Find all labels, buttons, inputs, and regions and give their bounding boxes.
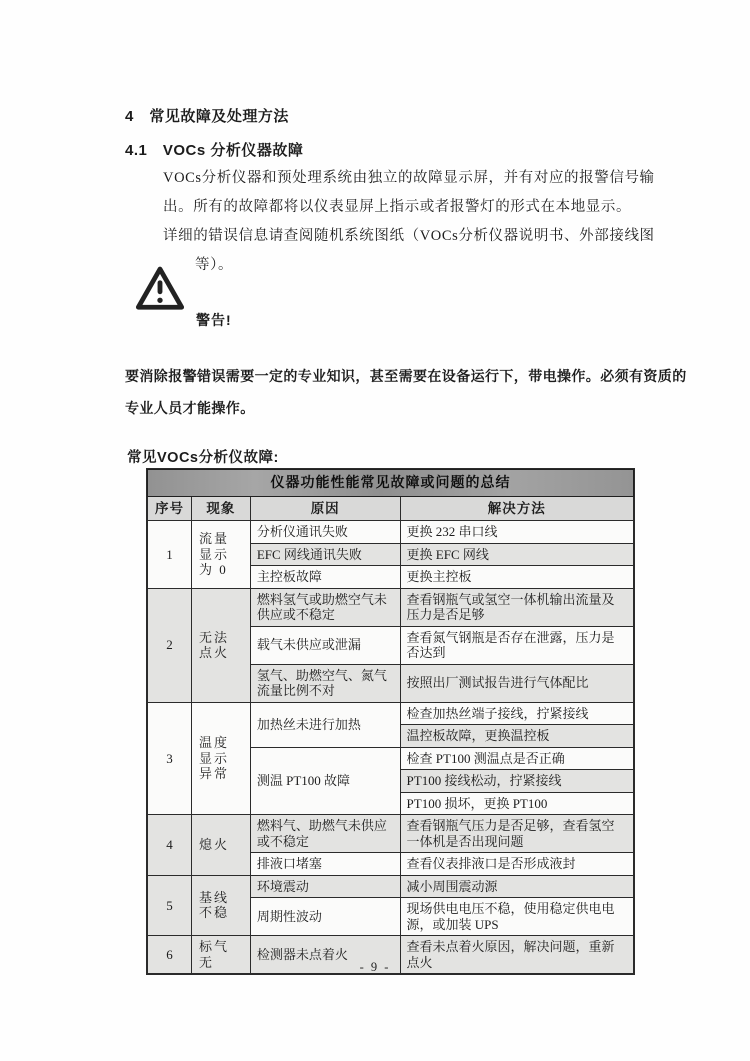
solution-cell: 更换 EFC 网线 bbox=[400, 543, 633, 566]
solution-cell: 查看钢瓶气压力是否足够，查看氢空一体机是否出现问题 bbox=[400, 815, 633, 853]
column-header: 原因 bbox=[250, 496, 400, 521]
solution-cell: 按照出厂测试报告进行气体配比 bbox=[400, 664, 633, 702]
cause-cell: 排液口堵塞 bbox=[250, 853, 400, 876]
cause-cell: 环境震动 bbox=[250, 875, 400, 898]
solution-cell: 查看氮气钢瓶是否存在泄露，压力是否达到 bbox=[400, 626, 633, 664]
row-number-cell: 3 bbox=[148, 702, 192, 815]
section-heading: 4 常见故障及处理方法 bbox=[125, 108, 289, 125]
solution-cell: PT100 损坏，更换 PT100 bbox=[400, 792, 633, 815]
warning-label: 警告! bbox=[196, 312, 232, 328]
table-row bbox=[148, 815, 634, 853]
cause-cell: 测温 PT100 故障 bbox=[250, 747, 400, 815]
phenomenon-cell: 标气无 bbox=[191, 936, 250, 974]
row-number-cell: 6 bbox=[148, 936, 192, 974]
table-title: 仪器功能性能常见故障或问题的总结 bbox=[148, 470, 634, 497]
solution-cell: 现场供电电压不稳，使用稳定供电电源，或加装 UPS bbox=[400, 898, 633, 936]
warning-line: 专业人员才能操作。 bbox=[125, 400, 255, 416]
row-number-cell: 2 bbox=[148, 588, 192, 702]
cause-cell: 燃料气、助燃气未供应或不稳定 bbox=[250, 815, 400, 853]
page-number: - 9 - bbox=[359, 960, 391, 974]
fault-table-head bbox=[148, 470, 634, 521]
solution-cell: 更换 232 串口线 bbox=[400, 521, 633, 544]
row-number-cell: 1 bbox=[148, 521, 192, 589]
solution-cell: 检查 PT100 测温点是否正确 bbox=[400, 747, 633, 770]
cause-cell: 加热丝未进行加热 bbox=[250, 702, 400, 747]
solution-cell: PT100 接线松动，拧紧接线 bbox=[400, 770, 633, 793]
table-title-row bbox=[148, 470, 634, 497]
solution-cell: 查看钢瓶气或氢空一体机输出流量及压力是否足够 bbox=[400, 588, 633, 626]
intro-paragraph bbox=[163, 164, 655, 280]
cause-cell: 氢气、助燃空气、氮气流量比例不对 bbox=[250, 664, 400, 702]
column-header: 现象 bbox=[191, 496, 250, 521]
phenomenon-cell: 熄火 bbox=[191, 815, 250, 876]
intro-line: 详细的错误信息请查阅随机系统图纸（VOCs分析仪器说明书、外部接线图 bbox=[163, 228, 655, 244]
cause-cell: 主控板故障 bbox=[250, 566, 400, 589]
cause-cell: 分析仪通讯失败 bbox=[250, 521, 400, 544]
solution-cell: 检查加热丝端子接线，拧紧接线 bbox=[400, 702, 633, 725]
column-header: 解决方法 bbox=[400, 496, 633, 521]
solution-cell: 查看仪表排液口是否形成液封 bbox=[400, 853, 633, 876]
solution-cell: 减小周围震动源 bbox=[400, 875, 633, 898]
phenomenon-cell: 温度显示异常 bbox=[191, 702, 250, 815]
warning-triangle-icon bbox=[134, 264, 186, 314]
solution-cell: 温控板故障，更换温控板 bbox=[400, 725, 633, 748]
solution-cell: 查看未点着火原因，解决问题，重新点火 bbox=[400, 936, 633, 974]
cause-cell: EFC 网线通讯失败 bbox=[250, 543, 400, 566]
table-caption: 常见VOCs分析仪故障: bbox=[127, 450, 279, 466]
solution-cell: 更换主控板 bbox=[400, 566, 633, 589]
row-number-cell: 4 bbox=[148, 815, 192, 876]
row-number-cell: 5 bbox=[148, 875, 192, 936]
warning-paragraph bbox=[125, 360, 687, 424]
table-row bbox=[148, 702, 634, 725]
intro-line: 等）。 bbox=[195, 257, 234, 273]
phenomenon-cell: 无法点火 bbox=[191, 588, 250, 702]
table-row bbox=[148, 588, 634, 626]
intro-line: VOCs分析仪器和预处理系统由独立的故障显示屏，并有对应的报警信号输 bbox=[163, 170, 655, 186]
cause-cell: 燃料氢气或助燃空气未供应或不稳定 bbox=[250, 588, 400, 626]
phenomenon-cell: 流量显示为 0 bbox=[191, 521, 250, 589]
subsection-heading: 4.1 VOCs 分析仪器故障 bbox=[125, 142, 304, 159]
warning-line: 要消除报警错误需要一定的专业知识，甚至需要在设备运行下，带电操作。必须有资质的 bbox=[125, 368, 687, 384]
cause-cell: 载气未供应或泄漏 bbox=[250, 626, 400, 664]
cause-cell: 周期性波动 bbox=[250, 898, 400, 936]
intro-line: 出。所有的故障都将以仪表显屏上指示或者报警灯的形式在本地显示。 bbox=[163, 199, 632, 215]
table-header-row bbox=[148, 496, 634, 521]
phenomenon-cell: 基线不稳 bbox=[191, 875, 250, 936]
fault-table bbox=[147, 469, 634, 974]
table-row bbox=[148, 521, 634, 544]
fault-table-body bbox=[148, 521, 634, 974]
cause-cell: 检测器未点着火 bbox=[250, 936, 400, 974]
column-header: 序号 bbox=[148, 496, 192, 521]
table-row bbox=[148, 875, 634, 898]
